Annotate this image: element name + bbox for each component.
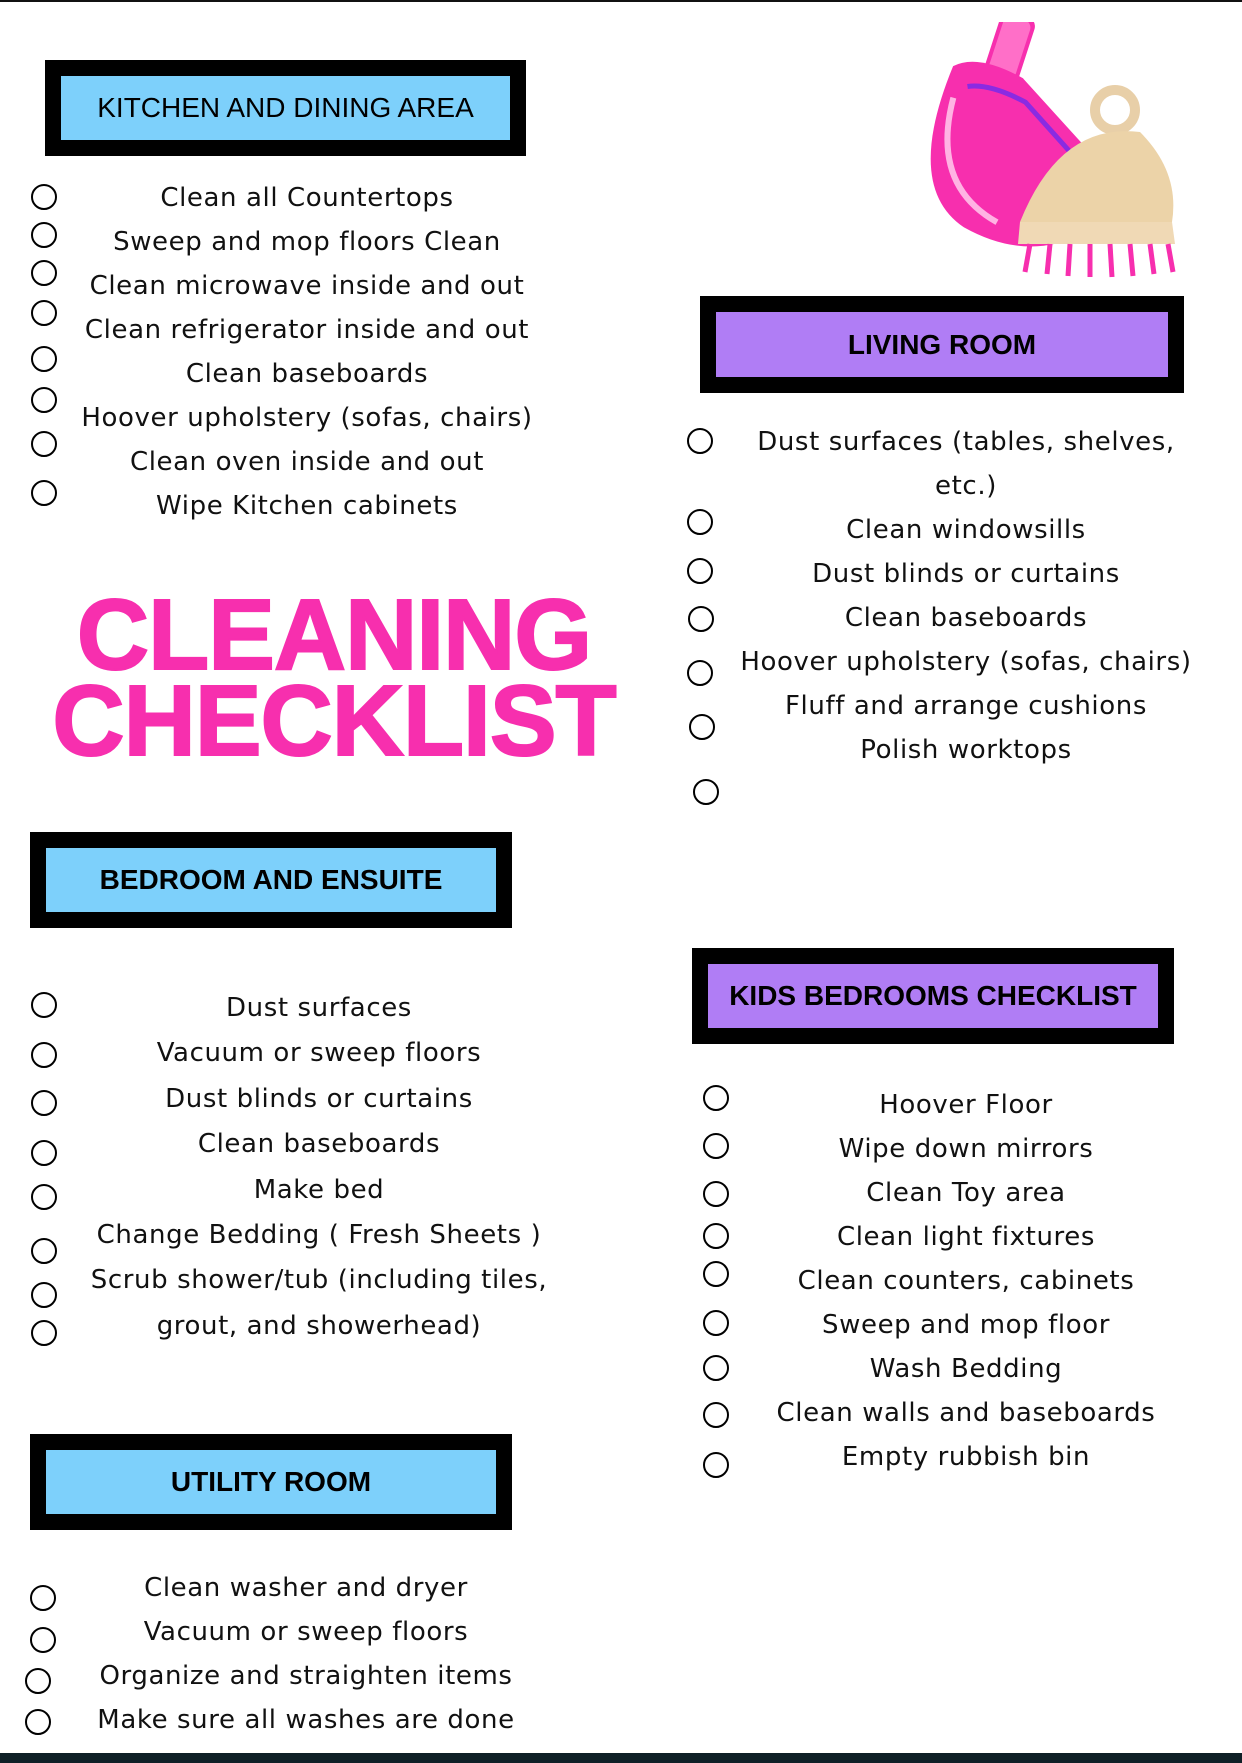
living-checkbox-6[interactable] — [689, 714, 715, 740]
page-title-line-1: CLEANING — [76, 579, 592, 691]
bedroom-checkbox-5[interactable] — [31, 1184, 57, 1210]
kitchen-checkbox-2[interactable] — [31, 222, 57, 248]
bedroom-heading: BEDROOM AND ENSUITE — [30, 832, 512, 928]
kitchen-heading: KITCHEN AND DINING AREA — [45, 60, 526, 156]
bedroom-item-7-cont: grout, and showerhead) — [156, 1311, 482, 1341]
kitchen-item-8: Wipe Kitchen cabinets — [156, 491, 458, 521]
kids-item-6: Sweep and mop floor — [822, 1310, 1110, 1340]
living-checkbox-2[interactable] — [687, 509, 713, 535]
living-item-6: Fluff and arrange cushions — [785, 691, 1147, 721]
kitchen-item-4: Clean refrigerator inside and out — [84, 315, 530, 345]
living-item-1-cont: etc.) — [935, 471, 997, 501]
living-checkbox-5[interactable] — [687, 660, 713, 686]
utility-heading: UTILITY ROOM — [30, 1434, 512, 1530]
utility-checkbox-2[interactable] — [30, 1627, 56, 1653]
page-title — [14, 579, 654, 777]
bedroom-checkbox-2[interactable] — [31, 1042, 57, 1068]
bedroom-item-7: Scrub shower/tub (including tiles, — [90, 1265, 548, 1295]
living-item-3: Dust blinds or curtains — [812, 559, 1120, 589]
kids-checkbox-8[interactable] — [703, 1402, 729, 1428]
bedroom-item-1: Dust surfaces — [226, 993, 412, 1023]
living-checkbox-3[interactable] — [687, 558, 713, 584]
kids-item-7: Wash Bedding — [869, 1354, 1063, 1384]
kids-checkbox-7[interactable] — [703, 1355, 729, 1381]
kitchen-item-6: Hoover upholstery (sofas, chairs) — [81, 403, 533, 433]
kitchen-checkbox-8[interactable] — [31, 480, 57, 506]
kitchen-checkbox-1[interactable] — [31, 184, 57, 210]
utility-item-1: Clean washer and dryer — [144, 1573, 468, 1603]
bedroom-item-4: Clean baseboards — [197, 1129, 441, 1159]
living-item-4: Clean baseboards — [844, 603, 1088, 633]
kids-item-1: Hoover Floor — [879, 1090, 1053, 1120]
kids-item-8: Clean walls and baseboards — [776, 1398, 1156, 1428]
kitchen-checkbox-3[interactable] — [31, 260, 57, 286]
utility-item-2: Vacuum or sweep floors — [143, 1617, 469, 1647]
bedroom-item-6: Change Bedding ( Fresh Sheets ) — [96, 1220, 542, 1250]
bedroom-item-3: Dust blinds or curtains — [165, 1084, 473, 1114]
bedroom-checkbox-6[interactable] — [31, 1238, 57, 1264]
kids-heading: KIDS BEDROOMS CHECKLIST — [692, 948, 1174, 1044]
kids-checkbox-6[interactable] — [703, 1310, 729, 1336]
kids-item-9: Empty rubbish bin — [841, 1442, 1091, 1472]
living-item-5: Hoover upholstery (sofas, chairs) — [740, 647, 1192, 677]
living-checkbox-7[interactable] — [693, 779, 719, 805]
kitchen-checkbox-6[interactable] — [31, 387, 57, 413]
bedroom-checkbox-7[interactable] — [31, 1282, 57, 1308]
kids-checkbox-9[interactable] — [703, 1452, 729, 1478]
kitchen-item-2: Sweep and mop floors Clean — [113, 227, 501, 257]
kids-item-3: Clean Toy area — [866, 1178, 1066, 1208]
kitchen-checkbox-5[interactable] — [31, 346, 57, 372]
kitchen-checkbox-7[interactable] — [31, 431, 57, 457]
living-item-2: Clean windowsills — [846, 515, 1086, 545]
bedroom-item-5: Make bed — [253, 1175, 385, 1205]
kids-checkbox-5[interactable] — [703, 1261, 729, 1287]
bedroom-item-2: Vacuum or sweep floors — [156, 1038, 482, 1068]
utility-item-3: Organize and straighten items — [99, 1661, 513, 1691]
kids-checkbox-2[interactable] — [703, 1133, 729, 1159]
living-checkbox-1[interactable] — [687, 428, 713, 454]
kids-item-5: Clean counters, cabinets — [797, 1266, 1135, 1296]
utility-checkbox-3[interactable] — [25, 1668, 51, 1694]
kitchen-item-7: Clean oven inside and out — [129, 447, 485, 477]
kids-item-2: Wipe down mirrors — [838, 1134, 1094, 1164]
kitchen-item-3: Clean microwave inside and out — [89, 271, 525, 301]
living-item-7: Polish worktops — [860, 735, 1072, 765]
bedroom-checkbox-4[interactable] — [31, 1140, 57, 1166]
kids-item-4: Clean light fixtures — [836, 1222, 1096, 1252]
living-item-1: Dust surfaces (tables, shelves, — [757, 427, 1175, 457]
bedroom-checkbox-8[interactable] — [31, 1320, 57, 1346]
bottom-rule — [0, 1753, 1242, 1763]
bedroom-checkbox-1[interactable] — [31, 992, 57, 1018]
top-rule — [0, 0, 1242, 2]
kitchen-checkbox-4[interactable] — [31, 300, 57, 326]
dustpan-and-brush-icon — [910, 22, 1200, 292]
living-heading: LIVING ROOM — [700, 296, 1184, 393]
utility-checkbox-4[interactable] — [25, 1709, 51, 1735]
kids-checkbox-4[interactable] — [703, 1223, 729, 1249]
utility-checkbox-1[interactable] — [30, 1585, 56, 1611]
utility-item-4: Make sure all washes are done — [97, 1705, 515, 1735]
kitchen-item-1: Clean all Countertops — [160, 183, 454, 213]
kids-checkbox-3[interactable] — [703, 1181, 729, 1207]
kids-checkbox-1[interactable] — [703, 1085, 729, 1111]
page-title-line-2: CHECKLIST — [52, 665, 616, 777]
bedroom-checkbox-3[interactable] — [31, 1090, 57, 1116]
kitchen-item-5: Clean baseboards — [185, 359, 429, 389]
living-checkbox-4[interactable] — [688, 606, 714, 632]
